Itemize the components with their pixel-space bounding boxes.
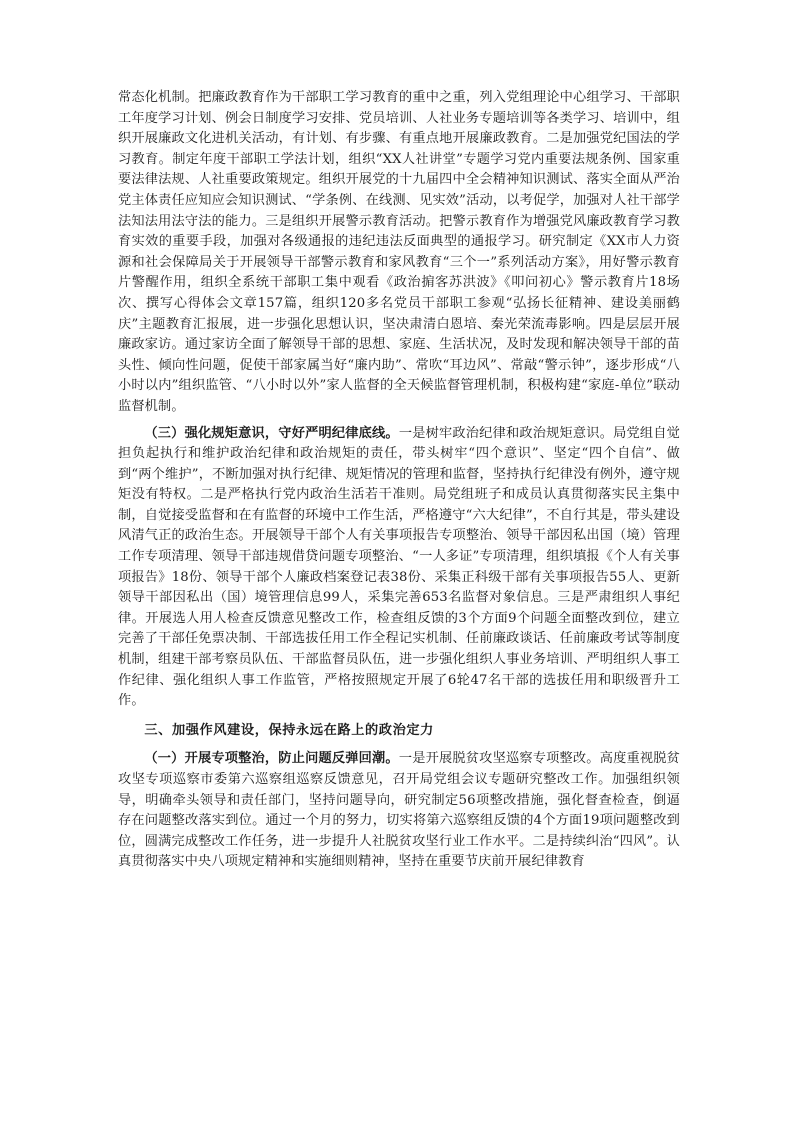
paragraph-discipline-body: 一是树牢政治纪律和政治规矩意识。局党组自觉担负起执行和维护政治纪律和政治规矩的责任，带头树牢“四个意识”、坚定“四个自信”、做到“两个维护”，不断加强对执行纪律、规矩情况的管理和监督，坚持执行纪律没有例外，遵守规矩没有特权。二是严格执行党内政治生活若干准则。局党组班子和成员认真贯彻落实民主集中制，自觉接受监督和在有监督的环境中工作生活，严格遵守“六大纪律”，不自行其是，带头建设风清气正的政治生态。开展领导干部个人有关事项报告专项整治、领导干部因私出国（境）管理工作专项清理、领导干部违规借贷问题专项整治、“一人多证”专项清理，组织填报《个人有关事项报告》18份、领导干部个人廉政档案登记表38份、采集正科级干部有关事项报告55人、更新领导干部因私出（国）境管理信息99人，采集完善653名监督对象信息。三是严肃组织人事纪律。开展选人用人检查反馈意见整改工作，检查组反馈的3个方面9个问题全面整改到位，建立完善了干部任免票决制、干部选拔任用工作全程记实机制、任前廉政谈话、任前廉政考试等制度机制，组建干部考察员队伍、干部监督员队伍，进一步强化组织人事业务培训、严明组织人事工作纪律、强化组织人事工作监管，严格按照规定开展了6轮47名干部的选拔任用和职级晋升工作。 bbox=[118, 425, 680, 709]
paragraph-rectification-heading: （一）开展专项整治，防止问题反弹回潮。 bbox=[144, 751, 399, 767]
section-heading: 三、加强作风建设，保持永远在路上的政治定力 bbox=[144, 722, 434, 738]
paragraph-rectification-body: 一是开展脱贫攻坚巡察专项整改。高度重视脱贫攻坚专项巡察市委第六巡察组巡察反馈意见，召开局党组会议专题研究整改工作。加强组织领导，明确牵头领导和责任部门，坚持问题导向，研究制定56项整改措施，强化督查检查，倒逼存在问题整改落实到位。通过一个月的努力，切实将第六巡察组反馈的4个方面19项问题整改到位，圆满完成整改工作任务，进一步提升人社脱贫攻坚行业工作水平。二是持续纠治“四风”。认真贯彻落实中央八项规定精神和实施细则精神，坚持在重要节庆前开展纪律教育 bbox=[118, 751, 680, 870]
document-page bbox=[118, 88, 680, 873]
paragraph-discipline bbox=[118, 424, 680, 712]
paragraph-discipline-heading: （三）强化规矩意识，守好严明纪律底线。 bbox=[144, 425, 399, 441]
paragraph-continuation: 常态化机制。把廉政教育作为干部职工学习教育的重中之重，列入党组理论中心组学习、干部职工年度学习计划、例会日制度学习安排、党员培训、人社业务专题培训等各类学习、培训中，组织开展廉政文化进机关活动，有计划、有步骤、有重点地开展廉政教育。二是加强党纪国法的学习教育。制定年度干部职工学法计划，组织“XX人社讲堂”专题学习党内重要法规条例、国家重要法律法规、人社重要政策规定。组织开展党的十九届四中全会精神知识测试、落实全面从严治党主体责任应知应会知识测试、“学条例、在线测、见实效”活动，以考促学，加强对人社干部学法知法用法守法的能力。三是组织开展警示教育活动。把警示教育作为增强党风廉政教育学习教育实效的重要手段，加强对各级通报的违纪违法反面典型的通报学习。研究制定《XX市人力资源和社会保障局关于开展领导干部警示教育和家风教育“三个一”系列活动方案》，用好警示教育片警醒作用，组织全系统干部职工集中观看《政治掮客苏洪波》《叩问初心》警示教育片18场次、撰写心得体会文章157篇，组织120多名党员干部职工参观“弘扬长征精神、建设美丽鹤庆”主题教育汇报展，进一步强化思想认识，坚决肃清白恩培、秦光荣流毒影响。四是层层开展廉政家访。通过家访全面了解领导干部的思想、家庭、生活状况，及时发现和解决领导干部的苗头性、倾向性问题，促使干部家属当好“廉内助”、常吹“耳边风”、常敲“警示钟”，逐步形成“八小时以内”组织监管、“八小时以外”家人监督的全天候监督管理机制，积极构建“家庭-单位”联动监督机制。 bbox=[118, 90, 680, 414]
paragraph-rectification bbox=[118, 749, 680, 873]
